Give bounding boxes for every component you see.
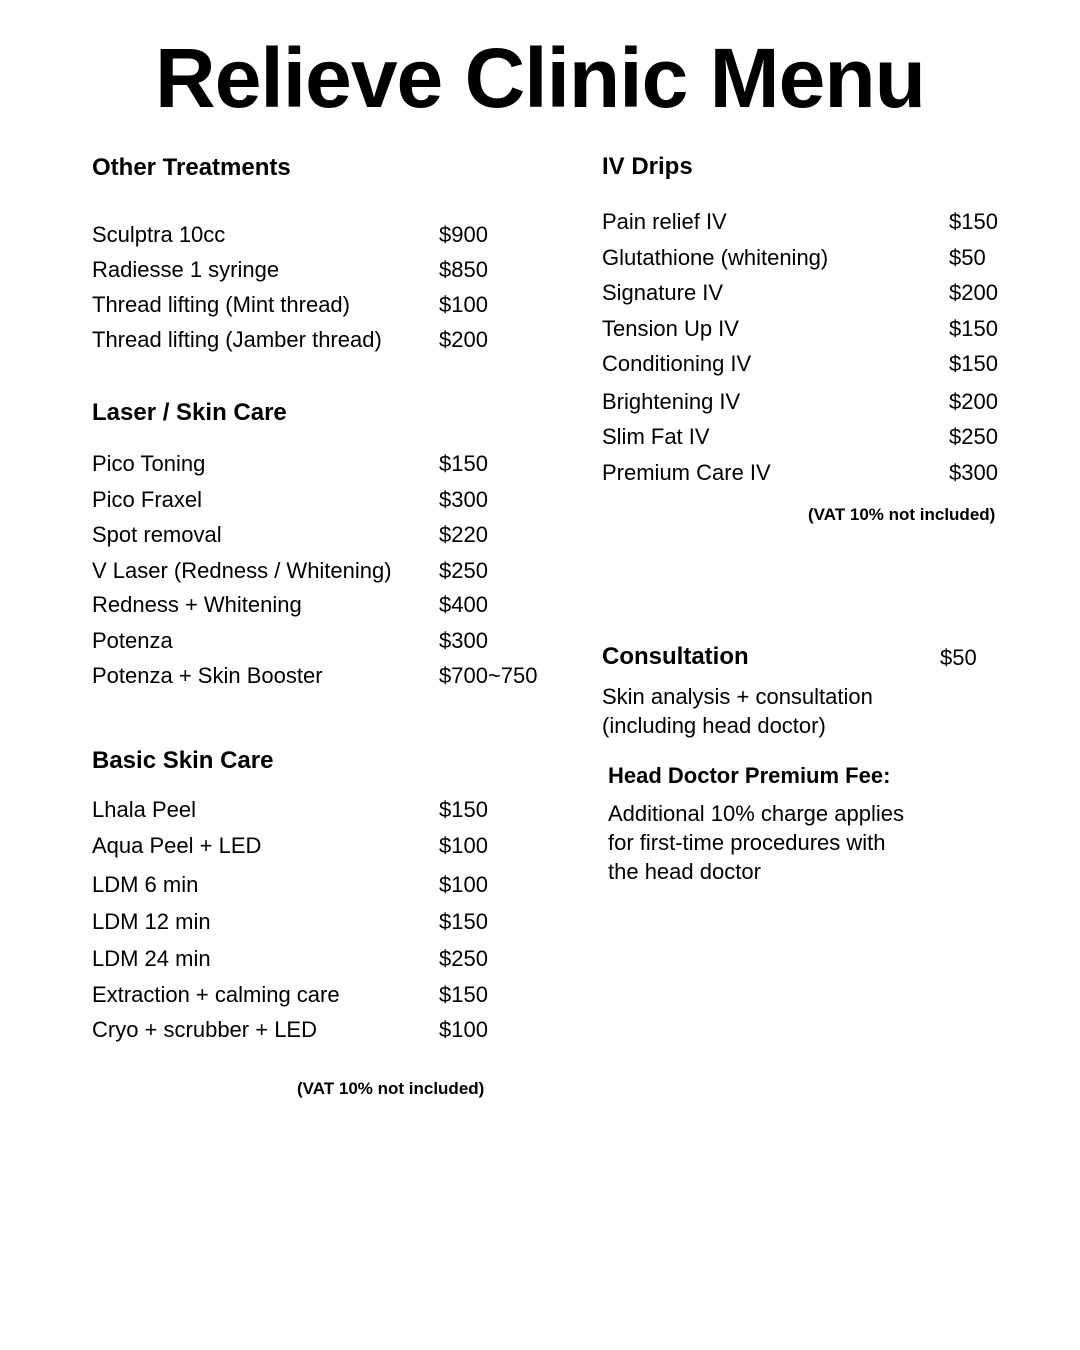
item-name: Pain relief IV <box>602 209 727 234</box>
other-treatments-heading: Other Treatments <box>92 154 291 181</box>
item-name: Sculptra 10cc <box>92 222 226 247</box>
consultation-description <box>602 682 873 740</box>
item-name: Thread lifting (Mint thread) <box>92 292 350 317</box>
iv-drips-heading: IV Drips <box>602 153 693 180</box>
item-price: $100 <box>439 292 488 317</box>
item-name: Potenza + Skin Booster <box>92 663 323 688</box>
item-name: Lhala Peel <box>92 797 196 822</box>
item-price: $400 <box>439 592 488 617</box>
fee-line: the head doctor <box>608 859 761 884</box>
item-name: LDM 12 min <box>92 909 211 934</box>
consultation-heading: Consultation <box>602 643 749 670</box>
item-price: $150 <box>949 351 998 376</box>
item-name: Spot removal <box>92 522 222 547</box>
item-price: $850 <box>439 257 488 282</box>
vat-note: (VAT 10% not included) <box>297 1079 485 1098</box>
item-name: LDM 6 min <box>92 872 199 897</box>
laser-skin-care-heading: Laser / Skin Care <box>92 399 287 426</box>
item-price: $50 <box>949 245 986 270</box>
item-price: $250 <box>439 558 488 583</box>
item-name: Slim Fat IV <box>602 424 710 449</box>
consultation-line: Skin analysis + consultation <box>602 684 873 709</box>
item-price: $700~750 <box>439 663 538 688</box>
item-name: V Laser (Redness / Whitening) <box>92 558 392 583</box>
item-price: $150 <box>949 316 998 341</box>
item-price: $300 <box>949 460 998 485</box>
item-price: $900 <box>439 222 488 247</box>
item-name: Pico Toning <box>92 451 206 476</box>
item-price: $100 <box>439 872 488 897</box>
item-name: Aqua Peel + LED <box>92 833 262 858</box>
item-price: $250 <box>949 424 998 449</box>
item-price: $150 <box>439 909 488 934</box>
basic-skin-care-heading: Basic Skin Care <box>92 747 274 774</box>
item-price: $150 <box>439 797 488 822</box>
item-price: $50 <box>940 645 977 670</box>
head-doctor-fee-description <box>608 799 904 886</box>
item-name: Thread lifting (Jamber thread) <box>92 327 382 352</box>
item-name: LDM 24 min <box>92 946 211 971</box>
item-name: Conditioning IV <box>602 351 752 376</box>
item-price: $300 <box>439 487 488 512</box>
item-price: $150 <box>439 982 488 1007</box>
head-doctor-fee-heading: Head Doctor Premium Fee: <box>608 763 891 788</box>
item-name: Pico Fraxel <box>92 487 203 512</box>
item-name: Radiesse 1 syringe <box>92 257 280 282</box>
item-name: Tension Up IV <box>602 316 739 341</box>
item-name: Premium Care IV <box>602 460 771 485</box>
item-name: Extraction + calming care <box>92 982 340 1007</box>
consultation-line: (including head doctor) <box>602 713 826 738</box>
item-name: Brightening IV <box>602 389 741 414</box>
item-price: $100 <box>439 1017 488 1042</box>
item-price: $250 <box>439 946 488 971</box>
item-name: Potenza <box>92 628 173 653</box>
item-price: $220 <box>439 522 488 547</box>
page-title: Relieve Clinic Menu <box>155 31 925 125</box>
item-price: $300 <box>439 628 488 653</box>
item-price: $200 <box>439 327 488 352</box>
item-price: $150 <box>949 209 998 234</box>
item-price: $200 <box>949 280 998 305</box>
fee-line: for first-time procedures with <box>608 830 886 855</box>
item-name: Glutathione (whitening) <box>602 245 829 270</box>
item-price: $100 <box>439 833 488 858</box>
item-name: Cryo + scrubber + LED <box>92 1017 317 1042</box>
item-name: Signature IV <box>602 280 724 305</box>
item-price: $150 <box>439 451 488 476</box>
vat-note: (VAT 10% not included) <box>808 505 996 524</box>
item-name: Redness + Whitening <box>92 592 302 617</box>
fee-line: Additional 10% charge applies <box>608 801 904 826</box>
item-price: $200 <box>949 389 998 414</box>
